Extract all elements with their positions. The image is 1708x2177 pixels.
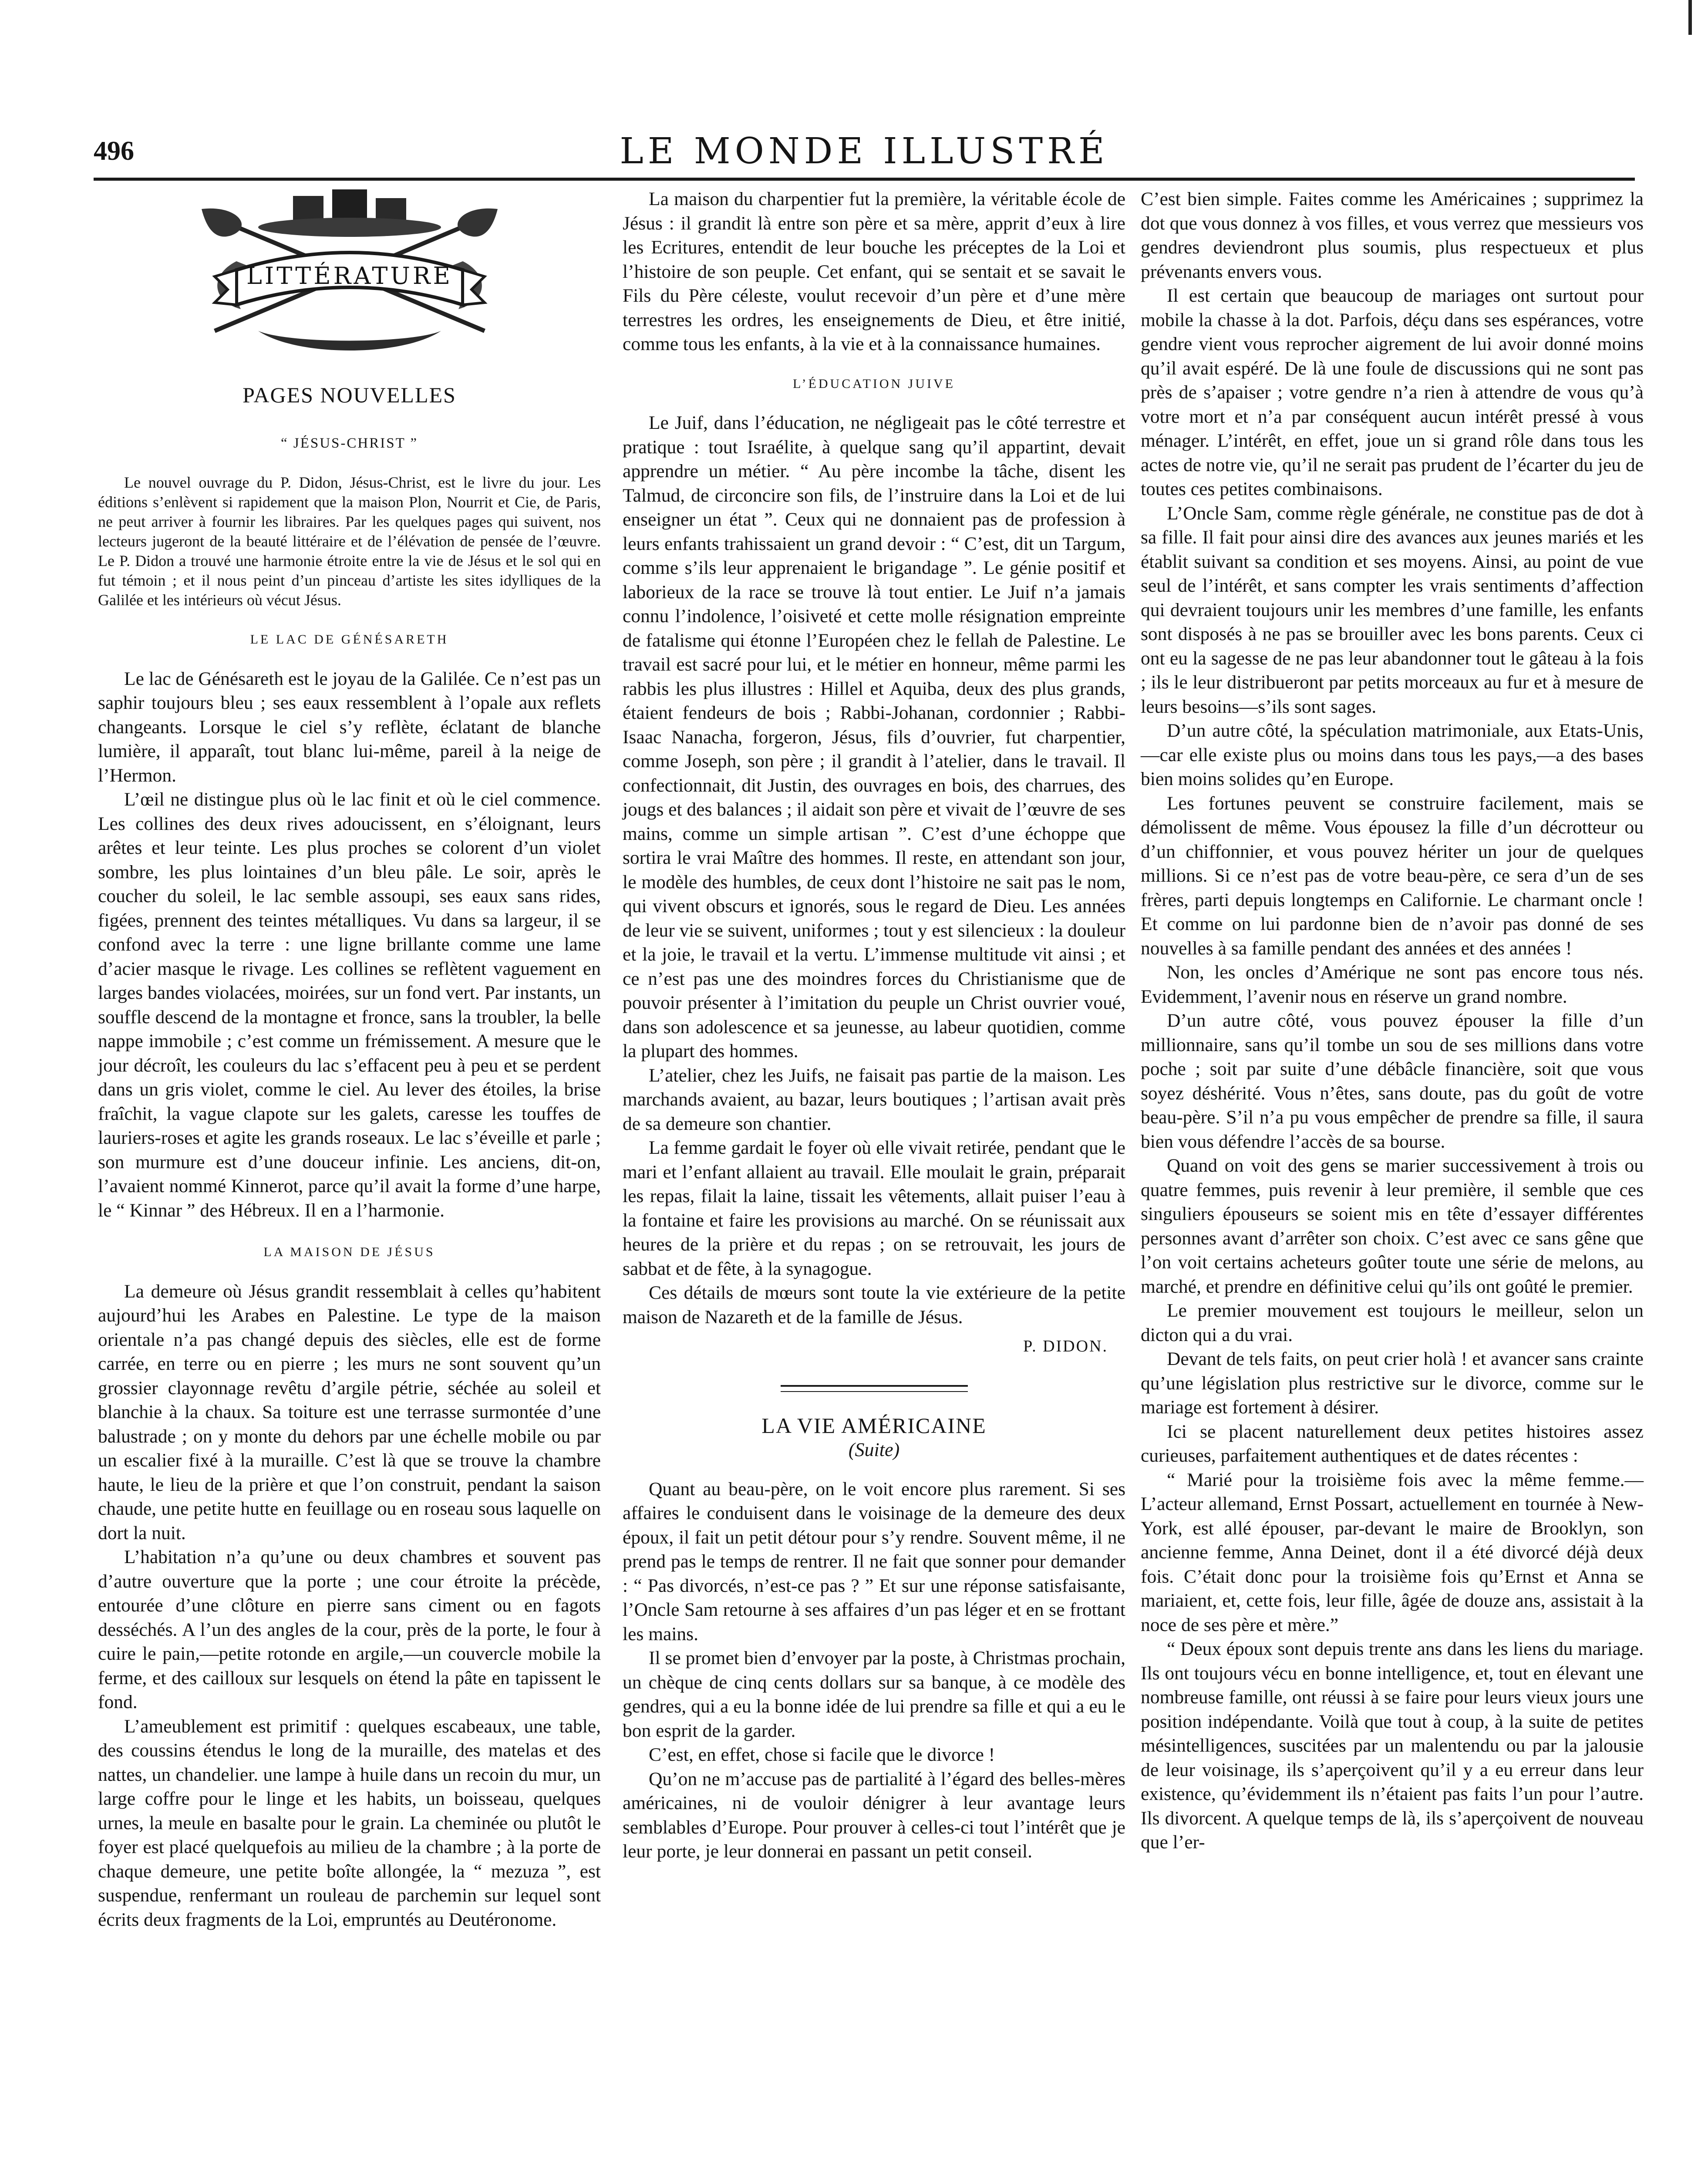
paragraph: Quant au beau-père, on le voit encore plus rarement. Si ses affaires le conduisent dans le voisinage de la demeure des deux époux, il fait un petit détour pour s’y rendre. Souvent même, il ne prend pas le temps de rentrer. Il ne fait que sonner pour demander : “ Pas divorcés, n’est-ce pas ? ” Et sur une réponse satisfaisante, l’Oncle Sam retourne à ses affaires d’un pas léger et en se frottant les mains. [623, 1478, 1125, 1645]
paragraph: Le Juif, dans l’éducation, ne négligeait pas le côté terrestre et pratique : tout Israélite, à quelque sang qu’il appartint, devait apprendre un métier. “ Au père incombe la tâche, disent les Talmud, de circoncire son fils, de l’instruire dans la Loi et de lui enseigner un état ”. Ceux qui ne donnaient pas de profession à leurs enfants trahissaient un grand devoir : “ C’est, dit un Targum, comme s’ils leur apprenaient le brigandage ”. Le génie positif et laborieux de la race se trouve là tout entier. Le Juif n’a jamais connu l’indolence, l’oisiveté et cette molle résignation empreinte de fatalisme qui étonne l’Européen chez le fellah de Palestine. Le travail est sacré pour lui, et le métier en honneur, même parmi les rabbis les plus illustres : Hillel et Aquiba, deux des plus grands, étaient fendeurs de bois ; Rabbi-Johanan, cordonnier ; Rabbi-Isaac Nanacha, forgeron, Jésus, fils d’ouvrier, fut charpentier, comme Joseph, son père ; il grandit à l’atelier, dans le travail. Il confectionnait, dit Justin, des ouvrages en bois, des charrues, des jougs et des balances ; il aidait son père et vivait de l’œuvre de ses mains, comme un simple artisan ”. C’est d’une échoppe que sortira le vrai Maître des hommes. Il reste, en attendant son jour, le modèle des humbles, de ceux dont l’histoire ne sait pas le nom, qui vivent obscurs et ignorés, sous le regard de Dieu. Les années de leur vie se suivent, uniformes ; tout y est silencieux : la douleur et la joie, le travail et la vertu. L’immense multitude vit ainsi ; et ce n’est pas une des moindres forces du Christianisme que de pouvoir présenter à l’imitation du peuple un Christ ouvrier voué, dans son adolescence et sa jeunesse, au labeur quotidien, comme la plupart des hommes. [623, 412, 1125, 1062]
paragraph: C’est bien simple. Faites comme les Américaines ; supprimez la dot que vous donnez à vos filles, et vous verrez que messieurs vos gendres deviendront plus soumis, plus respectueux et plus prévenants envers vous. [1141, 189, 1644, 282]
paragraph: Qu’on ne m’accuse pas de partialité à l’égard des belles-mères américaines, ni de vouloir dénigrer à leur avantage leurs semblables d’Europe. Pour prouver à celles-ci tout l’intérêt que je leur porte, je leur donnerai en passant un petit conseil. [623, 1768, 1125, 1862]
section-heading-maison: LA MAISON DE JÉSUS [263, 1245, 435, 1259]
paragraph: Devant de tels faits, on peut crier holà ! et avancer sans crainte qu’une législation plus restrictive sur le divorce, comme sur le mariage est fortement à désirer. [1141, 1348, 1644, 1418]
header-rule [94, 178, 1635, 181]
paragraph: Ces détails de mœurs sont toute la vie extérieure de la petite maison de Nazareth et de la famille de Jésus. [623, 1282, 1125, 1328]
paragraph: C’est, en effet, chose si facile que le divorce ! [649, 1744, 995, 1765]
paragraph: Il se promet bien d’envoyer par la poste, à Christmas prochain, un chèque de cinq cents dollars sur sa banque, à ce modèle des gendres, qui a eu la bonne idée de lui prendre sa fille et qui a eu le bon esprit de la garder. [623, 1648, 1125, 1741]
article-intro: Le nouvel ouvrage du P. Didon, Jésus-Christ, est le livre du jour. Les éditions s’enlèvent si rapidement que la maison Plon, Nourrit et Cie, de Paris, ne peut arriver à fournir les libraires. Par les quelques pages qui suivent, nos lecteurs jugeront de la beauté littéraire et de l’élévation de pensée de l’œuvre. Le P. Didon a trouvé une harmonie étroite entre la vie de Jésus et le sol qui en fut témoin ; et il nous peint d’un pinceau d’artiste les sites idylliques de la Galilée et les intérieurs où vécut Jésus. [98, 474, 601, 609]
paragraph: Les fortunes peuvent se construire facilement, mais se démolissent de même. Vous épousez la fille d’un décrotteur ou d’un chiffonnier, et vous pouvez hériter un jour de quelques millions. Si ce n’est pas de votre beau-père, ce sera d’un de ses frères, parti depuis longtemps en Californie. Le charmant oncle ! Et comme on lui pardonne bien de n’avoir pas donné de ses nouvelles à sa famille pendant des années et des années ! [1141, 792, 1644, 959]
paragraph: “ Deux époux sont depuis trente ans dans les liens du mariage. Ils ont toujours vécu en bonne intelligence, et, tout en élevant une nombreuse famille, ont réussi à se faire pour leurs vieux jours une position indépendante. Voilà que tout à coup, à la suite de petites mésintelligences, suscitées par un malentendu ou par la jalousie de leur voisinage, ils s’aperçoivent qu’il y a eu erreur dans leur existence, qu’évidemment ils n’étaient pas faits l’un pour l’autre. Ils divorcent. A quelque temps de là, ils s’aperçoivent de nouveau que l’er- [1141, 1638, 1644, 1853]
paragraph: La femme gardait le foyer où elle vivait retirée, pendant que le mari et l’enfant allaient au travail. Elle moulait le grain, préparait les repas, filait la laine, tissait les vêtements, allait puiser l’eau à la fontaine et faire les provisions au marché. On se réunissait aux heures de la prière et du repas ; on se retrouvait, les jours de sabbat et de fête, à la synagogue. [623, 1137, 1125, 1279]
paragraph: L’ameublement est primitif : quelques escabeaux, une table, des coussins étendus le long de la muraille, des matelas et des nattes, un chandelier. une lampe à huile dans un recoin du mur, un large coffre pour le linge et les habits, un boisseau, quelques urnes, la meule en basalte pour le grain. La cheminée ou plutôt le foyer est placé quelquefois au milieu de la chambre ; à la porte de chaque demeure, une petite boîte allongée, la “ mezuza ”, est suspendue, renfermant un rouleau de parchemin sur lequel sont écrits deux fragments de la Loi, empruntés au Deutéronome. [98, 1715, 601, 1930]
section-heading-lac: LE LAC DE GÉNÉSARETH [250, 632, 449, 647]
paragraph: D’un autre côté, la spéculation matrimoniale, aux Etats-Unis,—car elle existe plus ou moins dans tous les pays,—a des bases bien moins solides qu’en Europe. [1141, 720, 1644, 789]
column-3 [1141, 187, 1644, 1855]
article-subtitle: (Suite) [848, 1439, 900, 1460]
page-corner-mark [1688, 0, 1692, 35]
author-signature: P. DIDON. [1023, 1337, 1108, 1355]
paragraph: Il est certain que beaucoup de mariages ont surtout pour mobile la chasse à la dot. Parfois, déçu dans ses espérances, votre gendre vient vous reprocher aigrement de lui avoir donné moins qu’il avait espéré. De là une foule de discussions qui ne sont pas près de s’apaiser ; votre gendre n’a rien à attendre de vous qu’à votre mort et n’a par conséquent aucun intérêt pressé à vous ménager. L’intérêt, en effet, joue un si grand rôle dans tous les actes de notre vie, qu’il ne serait pas prudent de l’écarter du jeu de toutes ces petites combinaisons. [1141, 285, 1644, 499]
section-heading-education: L’ÉDUCATION JUIVE [792, 376, 956, 391]
paragraph: La demeure où Jésus grandit ressemblait à celles qu’habitent aujourd’hui les Arabes en Palestine. Le type de la maison orientale n’a pas changé depuis des siècles, elle est de forme carrée, en terre ou en pierre ; les murs ne sont souvent qu’un grossier clayonnage revêtu d’argile pétrie, séchée au soleil et blanchie à la chaux. Sa toiture est une terrasse surmontée d’une balustrade ; on y monte du dehors par une échelle mobile ou par un escalier fixé à la muraille. C’est là que se trouve la chambre haute, le lieu de la prière et que l’on construit, pendant la saison chaude, une petite hutte en feuillage ou en roseau sous laquelle on dort la nuit. [98, 1281, 601, 1543]
work-title: “ JÉSUS-CHRIST ” [280, 435, 418, 451]
paragraph: D’un autre côté, vous pouvez épouser la fille d’un millionnaire, sans qu’il tombe un sou de ses millions dans votre poche ; soit par suite d’une débâcle financière, soit que vous soyez déshérité. Vous n’êtes, sans doute, pas du goût de votre beau-père. S’il n’a pu vous empêcher de prendre sa fille, il saura bien vous défendre l’accès de sa bourse. [1141, 1010, 1644, 1152]
paragraph: L’Oncle Sam, comme règle générale, ne constitue pas de dot à sa fille. Il fait pour ainsi dire des avances aux jeunes mariés et les établit suivant sa condition et ses moyens. Ainsi, au point de vue seul de l’intérêt, et sans compter les vrais sentiments d’affection qui devraient toujours unir les membres d’une famille, les enfants sont disposés à ne pas se brouiller avec les bons parents. Ceux ci ont eu la sagesse de ne pas leur abandonner tout le gâteau à la fois ; ils le leur distribueront par petits morceaux au fur et à mesure de leurs besoins—s’ils sont sages. [1141, 502, 1644, 717]
page-header [94, 131, 1635, 174]
paragraph: “ Marié pour la troisième fois avec la même femme.—L’acteur allemand, Ernst Possart, actuellement en tournée à New-York, est allé épouser, par-devant le maire de Brooklyn, son ancienne femme, Anna Deinet, dont il a été divorcé déjà deux fois. C’était donc pour la troisième fois qu’Ernst et Anna se mariaient, et, cette fois, leur fille, âgée de douze ans, assistait à la noce de ses père et mère.” [1141, 1469, 1644, 1635]
literature-vignette-icon [184, 187, 515, 370]
column-1 [98, 187, 601, 1932]
paragraph: L’habitation n’a qu’une ou deux chambres et souvent pas d’autre ouverture que la porte ; une cour étroite la précède, entourée d’une clôture en pierre sans ciment ou en fagots desséchés. A l’un des angles de la cour, près de la porte, le four à cuire le pain,—petite rotonde en argile,—un couvercle mobile la ferme, et des cailloux sur lesquels on étend la pâte en tapissent le fond. [98, 1547, 601, 1712]
page-number: 496 [94, 136, 134, 166]
journal-title: LE MONDE ILLUSTRÉ [620, 131, 1109, 172]
paragraph: Quand on voit des gens se marier successivement à trois ou quatre femmes, puis revenir à leur première, il semble que ces singuliers épouseurs se soient mis en tête d’essayer différentes personnes avant d’arrêter son choix. C’est avec ce sans gêne que l’on voit certains acheteurs goûter toute une série de melons, au marché, et prendre en définitive celui qu’ils ont goûté le premier. [1141, 1155, 1644, 1297]
article-title-pages-nouvelles: PAGES NOUVELLES [243, 383, 456, 407]
paragraph: L’atelier, chez les Juifs, ne faisait pas partie de la maison. Les marchands avaient, au bazar, leurs boutiques ; l’artisan avait près de sa demeure son chantier. [623, 1065, 1125, 1134]
paragraph: L’œil ne distingue plus où le lac finit et où le ciel commence. Les collines des deux rives adoucissent, en s’éloignant, leurs arêtes et leur teinte. Les plus proches se colorent d’un violet sombre, les plus lointaines d’un bleu pâle. Le soir, après le coucher du soleil, le lac semble assoupi, ses eaux sans rides, figées, prennent des teintes métalliques. Vu dans sa largeur, il se confond avec la terre : une ligne brillante comme une lame d’acier masque le rivage. Les collines se reflètent vaguement en larges bandes violacées, moirées, sur un fond vert. Par instants, un souffle descend de la montagne et fronce, sans la troubler, la belle nappe immobile ; c’est comme un frémissement. A mesure que le jour décroît, les couleurs du lac s’effacent peu à peu et se perdent dans un gris violet, comme le ciel. Au lever des étoiles, la brise fraîchit, la vague clapote sur les galets, caresse les touffes de lauriers-roses et agite les grands roseaux. Le lac s’éveille et parle ; son murmure est d’une douceur infinie. Les anciens, dit-on, l’avaient nommé Kinnerot, parce qu’il avait la forme d’une harpe, le “ Kinnar ” des Hébreux. Il en a l’harmonie. [98, 789, 601, 1221]
paragraph: Le premier mouvement est toujours le meilleur, selon un dicton qui a du vrai. [1141, 1300, 1644, 1345]
article-title-vie-americaine: LA VIE AMÉRICAINE [761, 1413, 987, 1438]
paragraph: Ici se placent naturellement deux petites histoires assez curieuses, parfaitement authentiques et de dates récentes : [1141, 1421, 1644, 1466]
vignette-banner-text: LITTÉRATURE [246, 262, 453, 290]
section-divider [781, 1385, 968, 1392]
paragraph: La maison du charpentier fut la première, la véritable école de Jésus : il grandit là entre son père et sa mère, apprit d’eux à lire les Ecritures, entendit de leur bouche les préceptes de la Loi et l’histoire de son peuple. Cet enfant, qui se sentait et se savait le Fils du Père céleste, voulut recevoir d’un père et d’une mère terrestres les ordres, les enseignements de Dieu, et être initié, comme tous les enfants, à la vie et à la connaissance humaines. [623, 189, 1125, 354]
paragraph: Le lac de Génésareth est le joyau de la Galilée. Ce n’est pas un saphir toujours bleu ; ses eaux ressemblent à l’opale aux reflets changeants. Lorsque le ciel s’y reflète, éclatant de blanche lumière, il apparaît, tout blanc lui-même, pareil à la neige de l’Hermon. [98, 668, 601, 786]
column-2 [623, 187, 1125, 1864]
paragraph: Non, les oncles d’Amérique ne sont pas encore tous nés. Evidemment, l’avenir nous en réserve un grand nombre. [1141, 962, 1644, 1007]
